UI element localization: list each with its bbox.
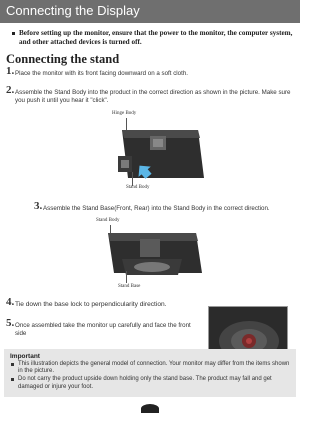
- page-header: [0, 0, 300, 23]
- step-number: 1.: [6, 65, 15, 77]
- step-text: Once assembled take the monitor up carefully and face the front side: [15, 322, 191, 337]
- step-2: [6, 84, 296, 105]
- figure-stand-body-assembly: [100, 108, 210, 194]
- step-3: [34, 200, 296, 213]
- hinge-body-label: Hinge Body: [112, 111, 137, 116]
- bullet-icon: [11, 363, 14, 366]
- bullet-icon: [12, 32, 15, 35]
- page-title: Connecting the Display: [6, 3, 140, 18]
- step-number: 4.: [6, 296, 15, 308]
- stand-base-label: Stand Base: [118, 284, 141, 289]
- important-item-text: This illustration depicts the general model of connection. Your monitor may differ from the items shown in the picture.: [18, 361, 290, 375]
- important-box: [4, 349, 296, 397]
- step-text: Assemble the Stand Body into the product in the correct direction as shown in the picture. Make sure you push it until you hear it "click".: [15, 89, 291, 104]
- figure-stand-base-assembly: [92, 215, 212, 295]
- step-4: [6, 296, 206, 309]
- important-title: Important: [10, 353, 40, 360]
- step-text: Place the monitor with its front facing downward on a soft cloth.: [15, 70, 188, 77]
- step-number: 2.: [6, 84, 15, 96]
- safety-notice: [10, 29, 294, 47]
- important-item: [10, 361, 290, 375]
- monitor-back-illustration: [100, 108, 210, 194]
- section-title: Connecting the stand: [6, 52, 120, 66]
- important-item-text: Do not carry the product upside down holding only the stand base. The product may fall and get damaged or injure your foot.: [18, 376, 272, 390]
- step-text: Tie down the base lock to perpendicularity direction.: [15, 301, 167, 308]
- step-1: [6, 65, 294, 78]
- page-tab-icon: [141, 404, 159, 413]
- important-item: [10, 376, 290, 390]
- stand-body-label: Stand Body: [96, 218, 120, 223]
- stand-body-label: Stand Body: [126, 185, 150, 190]
- safety-notice-text: Before setting up the monitor, ensure that the power to the monitor, the computer system, and other attached devices is turned off.: [19, 29, 293, 46]
- step-number: 3.: [34, 200, 43, 212]
- step-number: 5.: [6, 317, 15, 329]
- step-text: Assemble the Stand Base(Front, Rear) into the Stand Body in the correct direction.: [43, 205, 270, 212]
- leader-line: [132, 172, 133, 186]
- step-5: [6, 317, 198, 338]
- stand-base-illustration: [92, 215, 212, 295]
- bullet-icon: [11, 378, 14, 381]
- leader-line: [126, 271, 127, 283]
